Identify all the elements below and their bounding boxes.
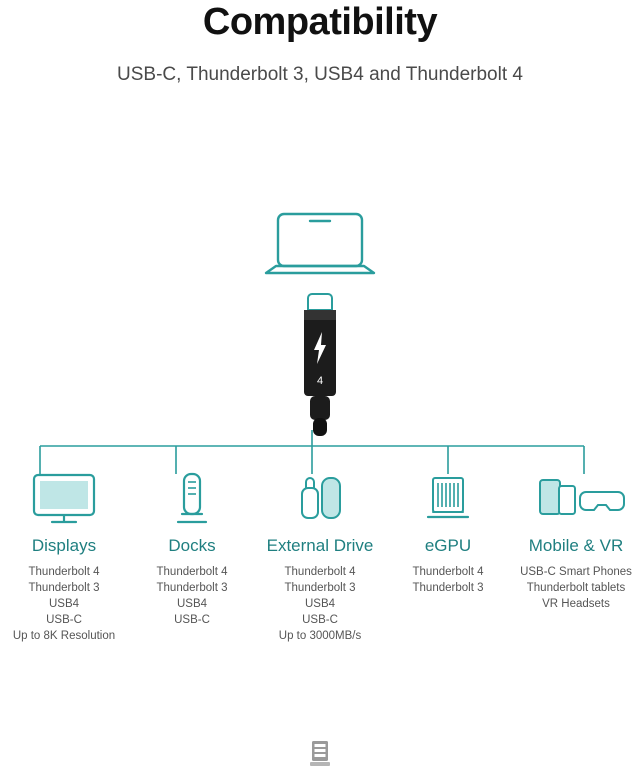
category-items: [514, 564, 638, 612]
category-item: USB-C: [302, 614, 338, 626]
category-item: Thunderbolt 3: [284, 582, 356, 594]
category-item: Thunderbolt 3: [28, 582, 100, 594]
mobile-vr-icon: [514, 470, 638, 528]
category-item: USB4: [304, 598, 336, 610]
category-items: [386, 564, 510, 596]
category-item: USB-C Smart Phones: [520, 566, 632, 578]
category-docks[interactable]: [128, 470, 256, 628]
page-title: Compatibility: [202, 1, 438, 43]
footer: [0, 739, 640, 774]
category-item: Thunderbolt 3: [156, 582, 228, 594]
category-item: Thunderbolt 4: [284, 566, 356, 578]
thunderbolt-cable-icon: [290, 292, 350, 437]
page-subtitle: USB-C, Thunderbolt 3, USB4 and Thunderbolt 4: [117, 64, 523, 85]
external-drive-icon: [258, 470, 382, 528]
category-item: USB4: [176, 598, 208, 610]
category-item: USB-C: [174, 614, 210, 626]
category-row: [0, 470, 640, 644]
category-title: Displays: [31, 536, 97, 555]
usb-certification-mark: [307, 739, 333, 769]
category-item: Thunderbolt tablets: [526, 582, 626, 594]
cable-illustration: [0, 292, 640, 442]
dock-icon: [130, 470, 254, 528]
category-item: Up to 3000MB/s: [278, 630, 362, 642]
category-item: VR Headsets: [542, 598, 610, 610]
laptop-icon: [260, 210, 380, 280]
category-title: External Drive: [266, 536, 374, 555]
category-item: Thunderbolt 4: [412, 566, 484, 578]
category-item: Up to 8K Resolution: [12, 630, 116, 642]
category-external-drive[interactable]: [256, 470, 384, 644]
cable-badge-4: 4: [316, 375, 324, 387]
category-displays[interactable]: [0, 470, 128, 644]
category-item: Thunderbolt 4: [28, 566, 100, 578]
category-item: Thunderbolt 4: [156, 566, 228, 578]
category-egpu[interactable]: [384, 470, 512, 596]
category-title: eGPU: [424, 536, 472, 555]
category-mobile-vr[interactable]: [512, 470, 640, 612]
category-item: USB-C: [46, 614, 82, 626]
category-title: Docks: [168, 536, 216, 555]
category-items: [258, 564, 382, 644]
category-item: Thunderbolt 3: [412, 582, 484, 594]
category-items: [130, 564, 254, 628]
category-items: [2, 564, 126, 644]
category-title: Mobile & VR: [528, 536, 624, 555]
category-item: USB4: [48, 598, 80, 610]
egpu-icon: [386, 470, 510, 528]
monitor-icon: [2, 470, 126, 528]
laptop-illustration: [0, 210, 640, 285]
header: [0, 0, 640, 86]
